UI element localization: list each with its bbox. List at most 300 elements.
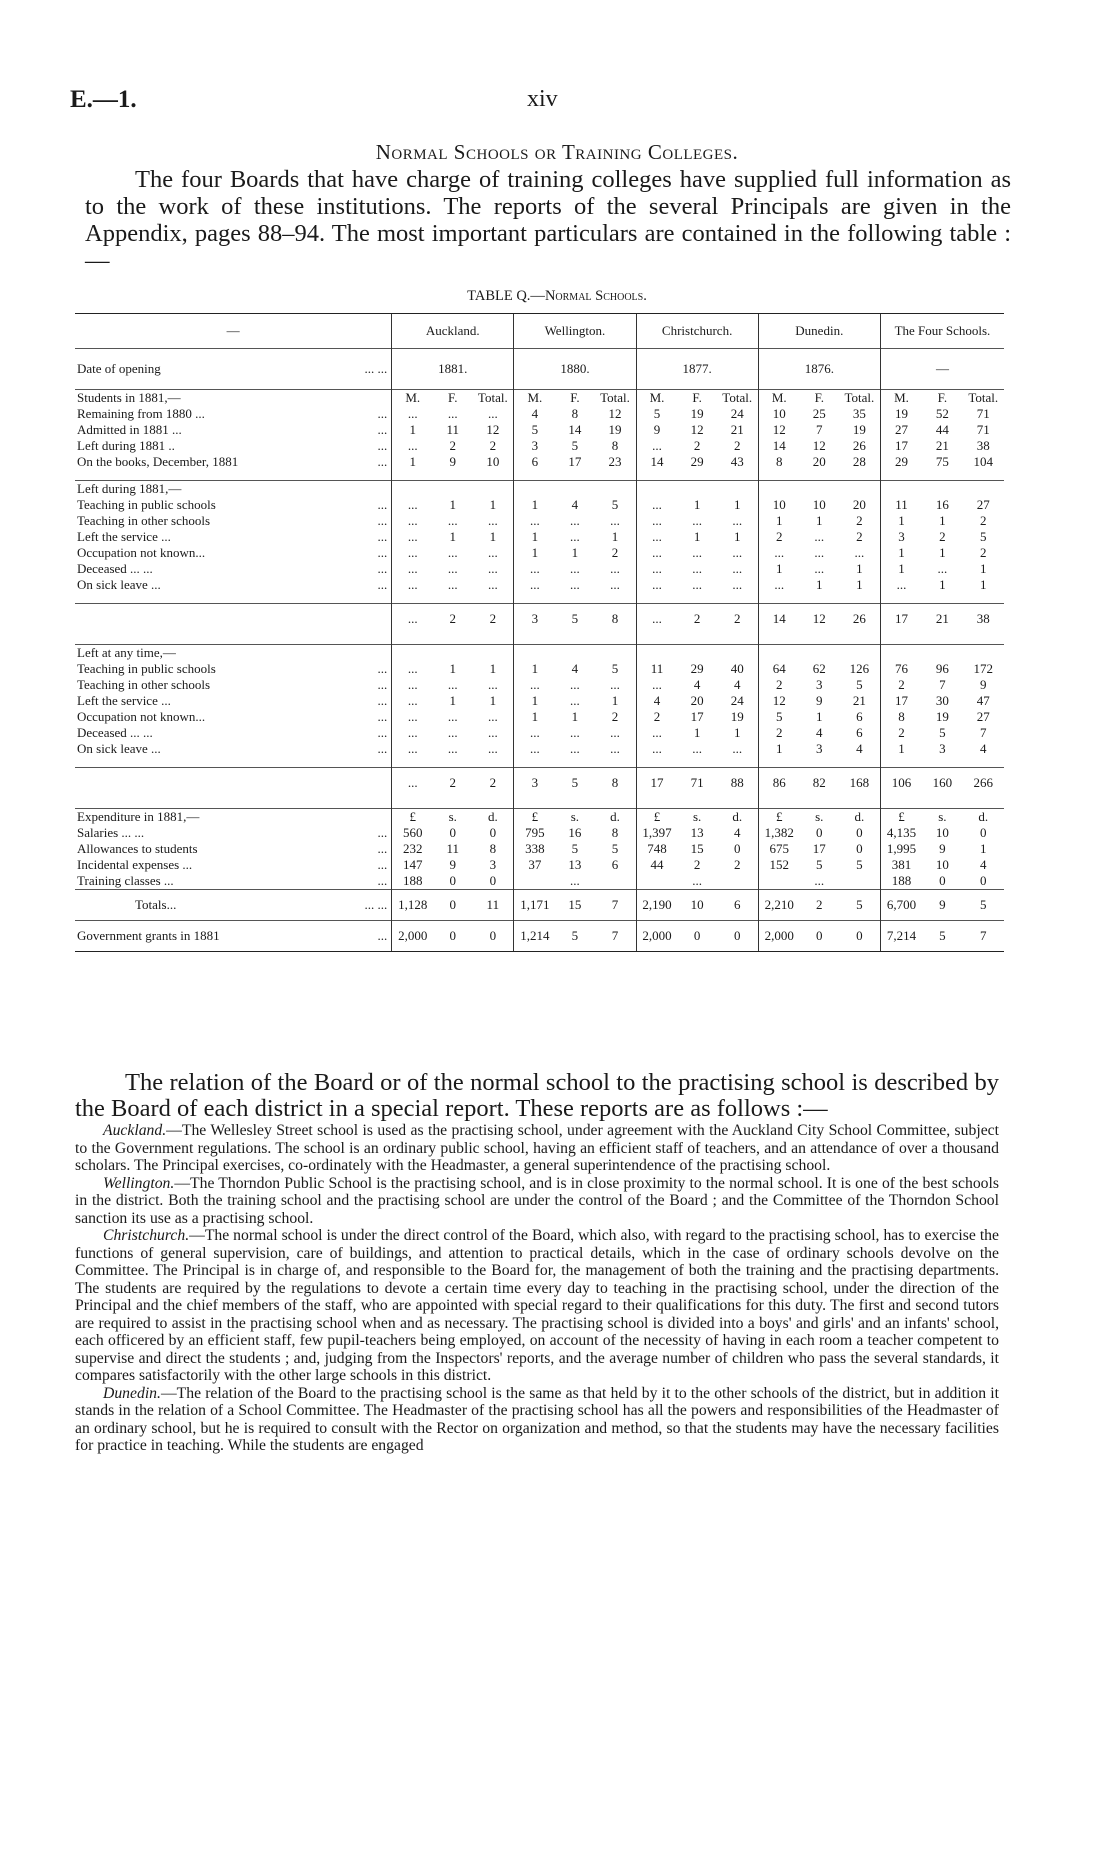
table-cell: 23 (608, 454, 622, 469)
spacer (963, 593, 1004, 604)
spacer (392, 798, 434, 809)
table-row (75, 857, 1004, 873)
spacer (922, 593, 962, 604)
spacer (717, 470, 759, 481)
unit-header: £ (880, 809, 922, 826)
table-cell: ... (570, 677, 580, 692)
table-cell: 7 (939, 677, 946, 692)
subheader-cell (922, 645, 962, 662)
spacer (678, 757, 717, 768)
spacer (758, 593, 800, 604)
table-cell: 2 (693, 857, 701, 872)
table-cell: ... (392, 529, 434, 545)
table-cell: 5 (839, 890, 881, 921)
table-cell: ... (570, 577, 580, 592)
row-dots: ... (377, 406, 388, 421)
row-dots: ... (377, 438, 388, 453)
normal-schools-table (75, 313, 1004, 952)
row-label: Admitted in 1881 ... (77, 422, 182, 437)
spacer (392, 593, 434, 604)
table-cell: 10 (678, 890, 717, 921)
table-cell: ... (447, 677, 458, 692)
row-dots: ... (377, 422, 388, 437)
table-cell: 1 (571, 709, 579, 724)
spacer (472, 470, 514, 481)
spacer (555, 470, 594, 481)
subheader-cell (800, 645, 839, 662)
table-cell: 43 (730, 454, 744, 469)
subheader-cell: Total. (594, 390, 636, 407)
spacer (839, 470, 881, 481)
section-title: Left during 1881,— (75, 481, 392, 498)
spacer (963, 757, 1004, 768)
subheader-cell: M. (392, 390, 434, 407)
table-cell: 19 (880, 406, 922, 422)
spacer (880, 593, 922, 604)
unit-header: d. (717, 809, 759, 826)
table-cell: ... (392, 741, 434, 757)
table-cell: 4,135 (880, 825, 922, 841)
table-cell: 2 (980, 513, 987, 528)
spacer (678, 798, 717, 809)
table-cell: 1 (816, 577, 823, 592)
table-cell: 1 (514, 709, 556, 725)
table-cell: 4 (816, 725, 823, 740)
table-row (75, 454, 1004, 470)
table-cell: 5 (571, 438, 579, 453)
table-cell: 5 (963, 890, 1004, 921)
unit-header: £ (636, 809, 678, 826)
table-cell: 106 (880, 768, 922, 799)
table-cell: ... (758, 577, 800, 593)
table-cell: 2,000 (758, 921, 800, 952)
row-dots: ... (377, 857, 388, 872)
table-cell: 2 (733, 857, 741, 872)
table-cell: 381 (880, 857, 922, 873)
table-cell: 1 (880, 561, 922, 577)
row-dots: ... (377, 741, 388, 756)
table-cell: 1,397 (636, 825, 678, 841)
table-cell: ... (447, 709, 458, 724)
subheader-cell (472, 645, 514, 662)
table-cell: 10 (758, 406, 800, 422)
table-cell: 9 (939, 841, 946, 856)
table-cell: ... (636, 545, 678, 561)
table-cell: 4 (571, 661, 579, 676)
table-cell: 11 (636, 661, 678, 677)
table-row (75, 406, 1004, 422)
table-cell: 5 (555, 604, 594, 635)
table-cell: 5 (555, 768, 594, 799)
table-cell: 1 (489, 661, 497, 676)
spacer (717, 593, 759, 604)
table-cell: ... (880, 577, 922, 593)
spacer (800, 593, 839, 604)
row-dots: ... (377, 529, 388, 544)
subheader-cell (839, 481, 881, 498)
spacer-row (75, 634, 1004, 645)
subheader-cell (717, 645, 759, 662)
row-label (75, 768, 392, 799)
subheader-cell: F. (433, 390, 472, 407)
unit-header: £ (514, 809, 556, 826)
table-cell: ... (447, 406, 458, 421)
table-cell: 168 (839, 768, 881, 799)
table-cell: ... (447, 725, 458, 740)
table-cell: ... (610, 725, 620, 740)
table-cell: 3 (514, 768, 556, 799)
subheader-cell: M. (758, 390, 800, 407)
table-cell: 21 (922, 604, 962, 635)
table-cell: 19 (690, 406, 704, 421)
table-cell: 2 (758, 529, 800, 545)
row-dots: ... ... (361, 349, 391, 390)
table-cell: 17 (880, 438, 922, 454)
unit-header: s. (922, 809, 962, 826)
table-cell: 24 (730, 406, 744, 421)
spacer (880, 634, 922, 645)
table-cell: ... (692, 513, 702, 528)
subheader-cell: F. (922, 390, 962, 407)
spacer (717, 757, 759, 768)
table-cell: 12 (758, 693, 800, 709)
table-cell: 4 (571, 497, 579, 512)
table-cell: 0 (489, 873, 497, 888)
table-cell: 5 (611, 841, 619, 856)
section-title: Expenditure in 1881,— (75, 809, 392, 826)
table-cell: ... (392, 725, 434, 741)
table-cell: 14 (636, 454, 678, 470)
subheader-cell (678, 481, 717, 498)
table-cell: ... (392, 497, 434, 513)
row-dots: ... (377, 873, 388, 888)
table-cell: 1 (392, 454, 434, 470)
table-cell: ... (610, 741, 620, 756)
row-label: Occupation not known... (77, 709, 206, 724)
row-dots: ... (377, 693, 388, 708)
row-dots: ... (377, 454, 388, 469)
table-cell: 38 (976, 438, 990, 453)
row-label: Training classes ... (77, 873, 174, 888)
spacer (636, 757, 678, 768)
table-cell: 10 (812, 497, 826, 512)
subheader-cell (678, 645, 717, 662)
subheader-cell (555, 481, 594, 498)
row-label: Incidental expenses ... (77, 857, 193, 872)
subheader-cell (839, 645, 881, 662)
table-cell: 152 (758, 857, 800, 873)
table-cell: 1 (514, 693, 556, 709)
table-cell: 0 (472, 921, 514, 952)
table-cell: ... (814, 561, 825, 576)
table-cell: ... (570, 561, 580, 576)
total-row (75, 890, 1004, 921)
table-cell: 15 (690, 841, 704, 856)
table-cell: 11 (446, 841, 460, 856)
table-cell: 47 (976, 693, 990, 708)
table-cell: 188 (392, 873, 434, 890)
spacer (555, 593, 594, 604)
spacer (514, 470, 556, 481)
table-cell: 2 (611, 545, 619, 560)
subheader-cell (717, 481, 759, 498)
spacer (839, 798, 881, 809)
table-cell: 1 (514, 529, 556, 545)
spacer (880, 470, 922, 481)
table-row (75, 513, 1004, 529)
row-label: Remaining from 1880 ... (77, 406, 205, 421)
district-name: Wellington. (103, 1174, 175, 1192)
table-cell: 5 (555, 921, 594, 952)
unit-header: s. (678, 809, 717, 826)
table-cell: 2 (472, 604, 514, 635)
table-cell: 560 (392, 825, 434, 841)
table-cell: 2 (433, 768, 472, 799)
district-name: Auckland. (103, 1122, 167, 1139)
subheader-cell (963, 645, 1004, 662)
table-cell: 1,995 (880, 841, 922, 857)
spacer (75, 757, 392, 768)
table-cell: 1 (880, 741, 922, 757)
table-cell: ... (487, 406, 498, 421)
table-cell: ... (392, 677, 434, 693)
table-cell: ... (636, 438, 678, 454)
district-text: —The relation of the Board to the practising school is the same as that held by it to the other schools of the district, but in addition it stands in the relation of a School Committee. The Headmaster of the practising school has all the powers and responsibilities of the Headmaster of an ordinary school, but he is required to consult with the Rector on organization and method, so that the students may have the necessary facilities for practice in teaching. While the students are engaged (75, 1384, 999, 1454)
table-cell: 2 (856, 529, 863, 544)
subheader-cell (636, 645, 678, 662)
subheader-cell: M. (514, 390, 556, 407)
table-cell: 1 (611, 529, 619, 544)
table-cell: 0 (678, 921, 717, 952)
unit-header: s. (555, 809, 594, 826)
row-dots: ... (377, 661, 388, 676)
table-cell: 30 (935, 693, 949, 708)
subheader-cell: Total. (963, 390, 1004, 407)
row-dots: ... (377, 497, 388, 512)
table-cell: 0 (939, 873, 946, 888)
table-cell: 9 (636, 422, 678, 438)
table-cell: 1 (758, 741, 800, 757)
table-cell: 9 (980, 677, 987, 692)
table-cell: 17 (880, 693, 922, 709)
table-cell: 12 (690, 422, 704, 437)
table-cell: ... (937, 561, 948, 576)
table-cell: ... (692, 545, 702, 560)
table-cell: 12 (608, 406, 622, 421)
subheader-cell: Total. (839, 390, 881, 407)
table-cell: 2 (717, 604, 759, 635)
table-cell: 20 (690, 693, 704, 708)
table-row (75, 422, 1004, 438)
table-cell: ... (636, 513, 678, 529)
table-cell: 1 (816, 513, 823, 528)
column-header: Dunedin. (758, 314, 880, 349)
table-cell: 1880. (514, 349, 636, 390)
table-cell: 19 (730, 709, 744, 724)
table-cell: 4 (733, 677, 741, 692)
table-cell: 7 (980, 725, 987, 740)
spacer (555, 757, 594, 768)
district-paragraph (75, 1227, 999, 1385)
row-label: Salaries ... ... (77, 825, 145, 840)
table-cell: 28 (852, 454, 866, 469)
body-lead-paragraph: The relation of the Board or of the normal school to the practising school is described by the Board of each district in a special report. These reports are as follows :— (75, 1069, 999, 1122)
spacer (678, 593, 717, 604)
subheader-cell: F. (678, 390, 717, 407)
table-cell: 3 (816, 677, 823, 692)
table-cell: 9 (816, 693, 823, 708)
spacer (472, 757, 514, 768)
table-cell: 1 (449, 661, 456, 676)
table-cell: 3 (514, 604, 556, 635)
table-row (75, 677, 1004, 693)
table-cell: 35 (852, 406, 866, 421)
table-cell: 29 (690, 661, 704, 676)
spacer (922, 798, 962, 809)
table-cell: 2 (678, 604, 717, 635)
spacer (880, 798, 922, 809)
table-cell: ... (610, 561, 620, 576)
section-title-row (75, 481, 1004, 498)
table-cell: 147 (392, 857, 434, 873)
table-cell: 10 (935, 825, 949, 840)
spacer (678, 634, 717, 645)
table-cell: ... (692, 561, 702, 576)
table-cell: 3 (816, 741, 823, 756)
column-header: Christchurch. (636, 314, 758, 349)
table-cell: 29 (880, 454, 922, 470)
table-cell: 24 (730, 693, 744, 708)
subheader-cell (758, 645, 800, 662)
table-cell: ... (392, 577, 434, 593)
subheader-cell (472, 481, 514, 498)
total-row (75, 604, 1004, 635)
table-cell: 7 (594, 890, 636, 921)
row-dots: ... (377, 561, 388, 576)
table-cell: 1 (449, 529, 456, 544)
table-cell: 1 (514, 661, 556, 677)
table-cell: 0 (449, 873, 456, 888)
district-name: Christchurch. (103, 1227, 190, 1244)
section-title-row (75, 809, 1004, 826)
row-dots: ... ... (361, 890, 391, 921)
spacer (514, 757, 556, 768)
spacer (392, 634, 434, 645)
corner-cell: — (75, 314, 392, 349)
table-cell: ... (610, 513, 620, 528)
table-cell: 5 (571, 841, 579, 856)
table-cell: 16 (568, 825, 582, 840)
table-cell: 21 (852, 693, 866, 708)
spacer (800, 757, 839, 768)
table-cell: 27 (976, 497, 990, 512)
row-label: Occupation not known... (77, 545, 206, 560)
table-cell: 12 (486, 422, 500, 437)
table-cell: 2 (800, 890, 839, 921)
table-cell: 1 (880, 513, 922, 529)
table-cell: 2 (880, 677, 922, 693)
table-cell: 3 (489, 857, 497, 872)
table-cell: 2 (433, 604, 472, 635)
table-cell: 748 (636, 841, 678, 857)
table-cell: 17 (880, 604, 922, 635)
table-cell: 3 (939, 741, 946, 756)
section-title-row (75, 645, 1004, 662)
table-cell: 2 (636, 709, 678, 725)
spacer (433, 798, 472, 809)
spacer (717, 798, 759, 809)
spacer (594, 593, 636, 604)
table-cell: 8 (880, 709, 922, 725)
table-cell: 4 (693, 677, 701, 692)
table-cell: 2,210 (758, 890, 800, 921)
subheader-cell (594, 481, 636, 498)
table-cell: ... (447, 513, 458, 528)
table-cell: 27 (880, 422, 922, 438)
table-row (75, 497, 1004, 513)
table-caption (0, 288, 1114, 305)
table-cell: ... (732, 741, 743, 756)
row-label: Date of opening (75, 349, 361, 390)
subheader-cell: F. (555, 390, 594, 407)
table-cell: ... (392, 438, 434, 454)
spacer (594, 634, 636, 645)
table-cell: 5 (922, 921, 962, 952)
spacer (922, 470, 962, 481)
subheader-cell (433, 645, 472, 662)
subheader-cell: Total. (717, 390, 759, 407)
row-dots: ... (377, 577, 388, 592)
table-cell: ... (514, 725, 556, 741)
table-cell: 1,214 (514, 921, 556, 952)
unit-header: d. (963, 809, 1004, 826)
table-cell: ... (570, 513, 580, 528)
table-cell: 1 (392, 422, 434, 438)
section-title-row (75, 390, 1004, 407)
table-cell: 10 (758, 497, 800, 513)
table-cell: ... (487, 561, 498, 576)
table-cell: 2 (880, 725, 922, 741)
row-label: Government grants in 1881 (75, 921, 361, 952)
table-cell: ... (758, 545, 800, 561)
table-cell: 2 (758, 677, 800, 693)
table-cell: 71 (976, 422, 990, 437)
spacer (963, 798, 1004, 809)
table-cell: 1 (449, 693, 456, 708)
table-cell: 8 (571, 406, 579, 421)
subheader-cell (963, 481, 1004, 498)
spacer (514, 593, 556, 604)
table-cell: 5 (856, 857, 863, 872)
row-label (75, 604, 392, 635)
table-cell: 12 (800, 604, 839, 635)
spacer (758, 798, 800, 809)
row-label: Left the service ... (77, 693, 171, 708)
table-cell: ... (514, 513, 556, 529)
row-label: Teaching in other schools (77, 513, 211, 528)
spacer (800, 470, 839, 481)
spacer (392, 757, 434, 768)
subheader-cell (594, 645, 636, 662)
spacer (472, 593, 514, 604)
table-cell: ... (610, 677, 620, 692)
spacer (75, 470, 392, 481)
table-row (75, 577, 1004, 593)
table-cell: ... (514, 741, 556, 757)
table-row (75, 545, 1004, 561)
spacer (555, 634, 594, 645)
table-cell: 62 (812, 661, 826, 676)
